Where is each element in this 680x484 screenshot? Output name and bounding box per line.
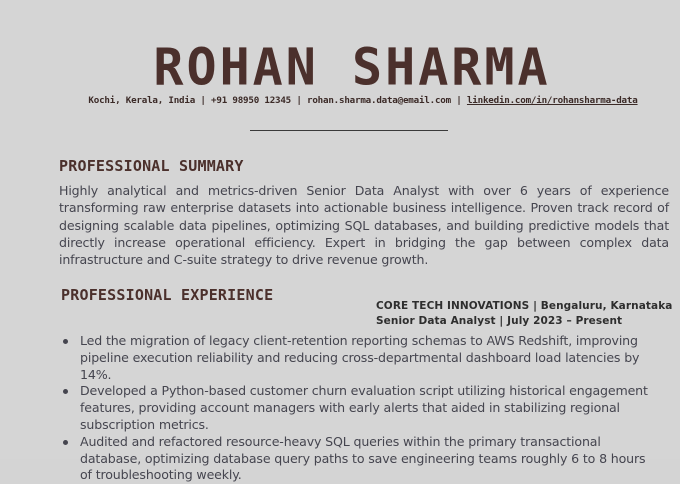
bullet-icon — [63, 389, 68, 394]
job-header — [376, 299, 672, 329]
experience-heading: PROFESSIONAL EXPERIENCE — [61, 286, 274, 304]
contact-line — [0, 95, 680, 106]
experience-bullets — [61, 333, 661, 484]
candidate-name: ROHAN SHARMA — [153, 37, 551, 97]
summary-paragraph: Highly analytical and metrics-driven Senior Data Analyst with over 6 years of experience transforming raw enterprise datasets into actionable business intelligence. Proven track record of designing scalable data pipelines, optimizing SQL databases, and building predictive models that directly increase operational efficiency. Expert in bridging the gap between complex data infrastructure and C-suite strategy to drive revenue growth. — [59, 183, 669, 268]
list-item — [61, 383, 661, 433]
summary-heading: PROFESSIONAL SUMMARY — [59, 157, 244, 175]
bullet-icon — [63, 339, 68, 344]
bullet-text: Developed a Python-based customer churn evaluation script utilizing historical engagement features, providing account managers with early alerts that aided in stabilizing regional subscription metrics. — [80, 383, 648, 432]
bullet-text: Led the migration of legacy client-retention reporting schemas to AWS Redshift, improving pipeline execution reliability and reducing cross-departmental dashboard load latencies by 14%. — [80, 333, 640, 382]
bullet-icon — [63, 440, 68, 445]
role-line: Senior Data Analyst | July 2023 – Present — [376, 315, 623, 327]
linkedin-link[interactable]: linkedin.com/in/rohansharma-data — [466, 95, 638, 106]
company-line: CORE TECH INNOVATIONS | Bengaluru, Karnataka — [376, 300, 673, 312]
list-item — [61, 333, 661, 383]
header-divider — [250, 130, 448, 131]
bullet-text: Audited and refactored resource-heavy SQL queries within the primary transactional database, optimizing database query paths to save engineering teams roughly 6 to 8 hours of troubleshooting weekly. — [80, 433, 646, 483]
contact-details: Kochi, Kerala, India | +91 98950 12345 | rohan.sharma.data@email.com | — [88, 95, 467, 106]
